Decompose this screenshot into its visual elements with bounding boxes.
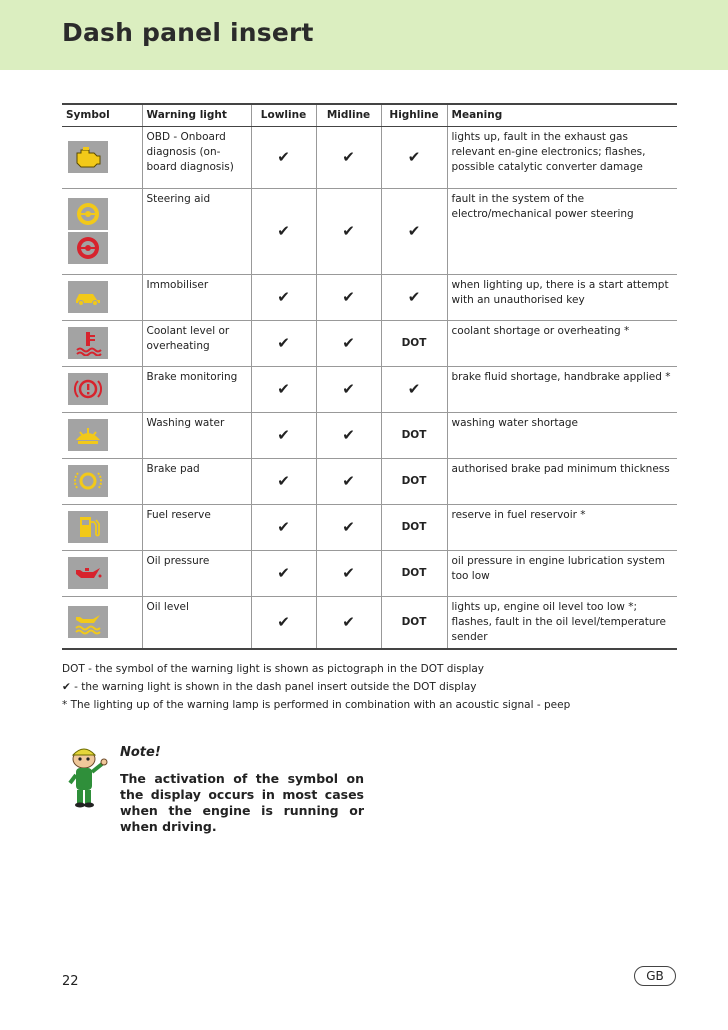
midline-mark: ✔: [316, 126, 381, 188]
lowline-mark: ✔: [251, 596, 316, 649]
highline-mark: DOT: [381, 550, 447, 596]
col-warning-light: Warning light: [142, 104, 251, 126]
col-meaning: Meaning: [447, 104, 677, 126]
legend-check: ✔ - the warning light is shown in the dash panel insert outside the DOT display: [62, 681, 477, 693]
midline-mark: ✔: [316, 188, 381, 274]
table-row: [62, 412, 677, 458]
washer-icon: [68, 419, 108, 451]
col-highline: Highline: [381, 104, 447, 126]
table-row: [62, 550, 677, 596]
midline-mark: ✔: [316, 412, 381, 458]
col-symbol: Symbol: [62, 104, 142, 126]
warning-light-cell: Steering aid: [142, 188, 251, 274]
table-row: [62, 504, 677, 550]
highline-mark: ✔: [381, 274, 447, 320]
meaning-cell: reserve in fuel reservoir *: [447, 504, 677, 550]
table-header-row: [62, 104, 677, 126]
warning-light-cell: Oil level: [142, 596, 251, 649]
page-number: 22: [62, 974, 79, 989]
highline-mark: DOT: [381, 320, 447, 366]
table-row: [62, 274, 677, 320]
warning-light-cell: Brake pad: [142, 458, 251, 504]
highline-mark: DOT: [381, 412, 447, 458]
warning-light-cell: Fuel reserve: [142, 504, 251, 550]
table-row: [62, 458, 677, 504]
highline-mark: ✔: [381, 188, 447, 274]
col-lowline: Lowline: [251, 104, 316, 126]
lowline-mark: ✔: [251, 504, 316, 550]
oil-can-red-icon: [68, 557, 108, 589]
lowline-mark: ✔: [251, 550, 316, 596]
lowline-mark: ✔: [251, 274, 316, 320]
symbol-cell: [62, 412, 142, 458]
midline-mark: ✔: [316, 320, 381, 366]
page-title: Dash panel insert: [62, 18, 314, 47]
symbol-cell: [62, 504, 142, 550]
highline-mark: ✔: [381, 126, 447, 188]
steering-wheel-yellow-icon: [68, 198, 108, 230]
lowline-mark: ✔: [251, 320, 316, 366]
oil-level-icon: [68, 606, 108, 638]
col-midline: Midline: [316, 104, 381, 126]
meaning-cell: when lighting up, there is a start attempt with an unauthorised key: [447, 274, 677, 320]
highline-mark: DOT: [381, 458, 447, 504]
midline-mark: ✔: [316, 550, 381, 596]
warning-light-cell: Immobiliser: [142, 274, 251, 320]
engine-icon: [68, 141, 108, 173]
brake-icon: [68, 373, 108, 405]
table-row: [62, 320, 677, 366]
symbol-cell: [62, 596, 142, 649]
legend: [62, 660, 570, 714]
note-text: The activation of the symbol on the display occurs in most cases when the engine is running or when driving.: [120, 771, 364, 834]
midline-mark: ✔: [316, 366, 381, 412]
note-title: Note!: [120, 745, 161, 760]
car-key-icon: [68, 281, 108, 313]
lowline-mark: ✔: [251, 126, 316, 188]
meaning-cell: lights up, engine oil level too low *; flashes, fault in the oil level/temperature sender: [447, 596, 677, 649]
table-row: [62, 188, 677, 274]
mascot-icon: [62, 745, 116, 809]
midline-mark: ✔: [316, 458, 381, 504]
symbol-cell: [62, 274, 142, 320]
meaning-cell: washing water shortage: [447, 412, 677, 458]
page-header: [0, 0, 728, 70]
meaning-cell: coolant shortage or overheating *: [447, 320, 677, 366]
symbol-cell: [62, 458, 142, 504]
warning-light-cell: OBD - Onboard diagnosis (on-board diagnosis): [142, 126, 251, 188]
legend-star: * The lighting up of the warning lamp is performed in combination with an acoustic signal - peep: [62, 699, 571, 711]
table-row: [62, 126, 677, 188]
table-row: [62, 366, 677, 412]
coolant-icon: [68, 327, 108, 359]
symbol-cell: [62, 320, 142, 366]
symbol-cell: [62, 366, 142, 412]
highline-mark: DOT: [381, 504, 447, 550]
table-row: [62, 596, 677, 649]
meaning-cell: lights up, fault in the exhaust gas relevant en-gine electronics; flashes, possible catalytic converter damage: [447, 126, 677, 188]
meaning-cell: oil pressure in engine lubrication system too low: [447, 550, 677, 596]
midline-mark: ✔: [316, 596, 381, 649]
meaning-cell: fault in the system of the electro/mechanical power steering: [447, 188, 677, 274]
lowline-mark: ✔: [251, 458, 316, 504]
legend-dot: DOT - the symbol of the warning light is shown as pictograph in the DOT display: [62, 663, 485, 675]
symbol-cell: [62, 550, 142, 596]
lowline-mark: ✔: [251, 188, 316, 274]
warning-light-cell: Washing water: [142, 412, 251, 458]
lowline-mark: ✔: [251, 412, 316, 458]
midline-mark: ✔: [316, 274, 381, 320]
meaning-cell: brake fluid shortage, handbrake applied *: [447, 366, 677, 412]
meaning-cell: authorised brake pad minimum thickness: [447, 458, 677, 504]
warning-light-cell: Oil pressure: [142, 550, 251, 596]
brake-pad-icon: [68, 465, 108, 497]
steering-wheel-red-icon: [68, 232, 108, 264]
warning-light-cell: Coolant level or overheating: [142, 320, 251, 366]
highline-mark: ✔: [381, 366, 447, 412]
symbol-cell: [62, 126, 142, 188]
warning-light-table: [62, 103, 677, 650]
lowline-mark: ✔: [251, 366, 316, 412]
language-badge: GB: [634, 966, 676, 986]
highline-mark: DOT: [381, 596, 447, 649]
midline-mark: ✔: [316, 504, 381, 550]
fuel-icon: [68, 511, 108, 543]
warning-light-cell: Brake monitoring: [142, 366, 251, 412]
symbol-cell: [62, 188, 142, 274]
